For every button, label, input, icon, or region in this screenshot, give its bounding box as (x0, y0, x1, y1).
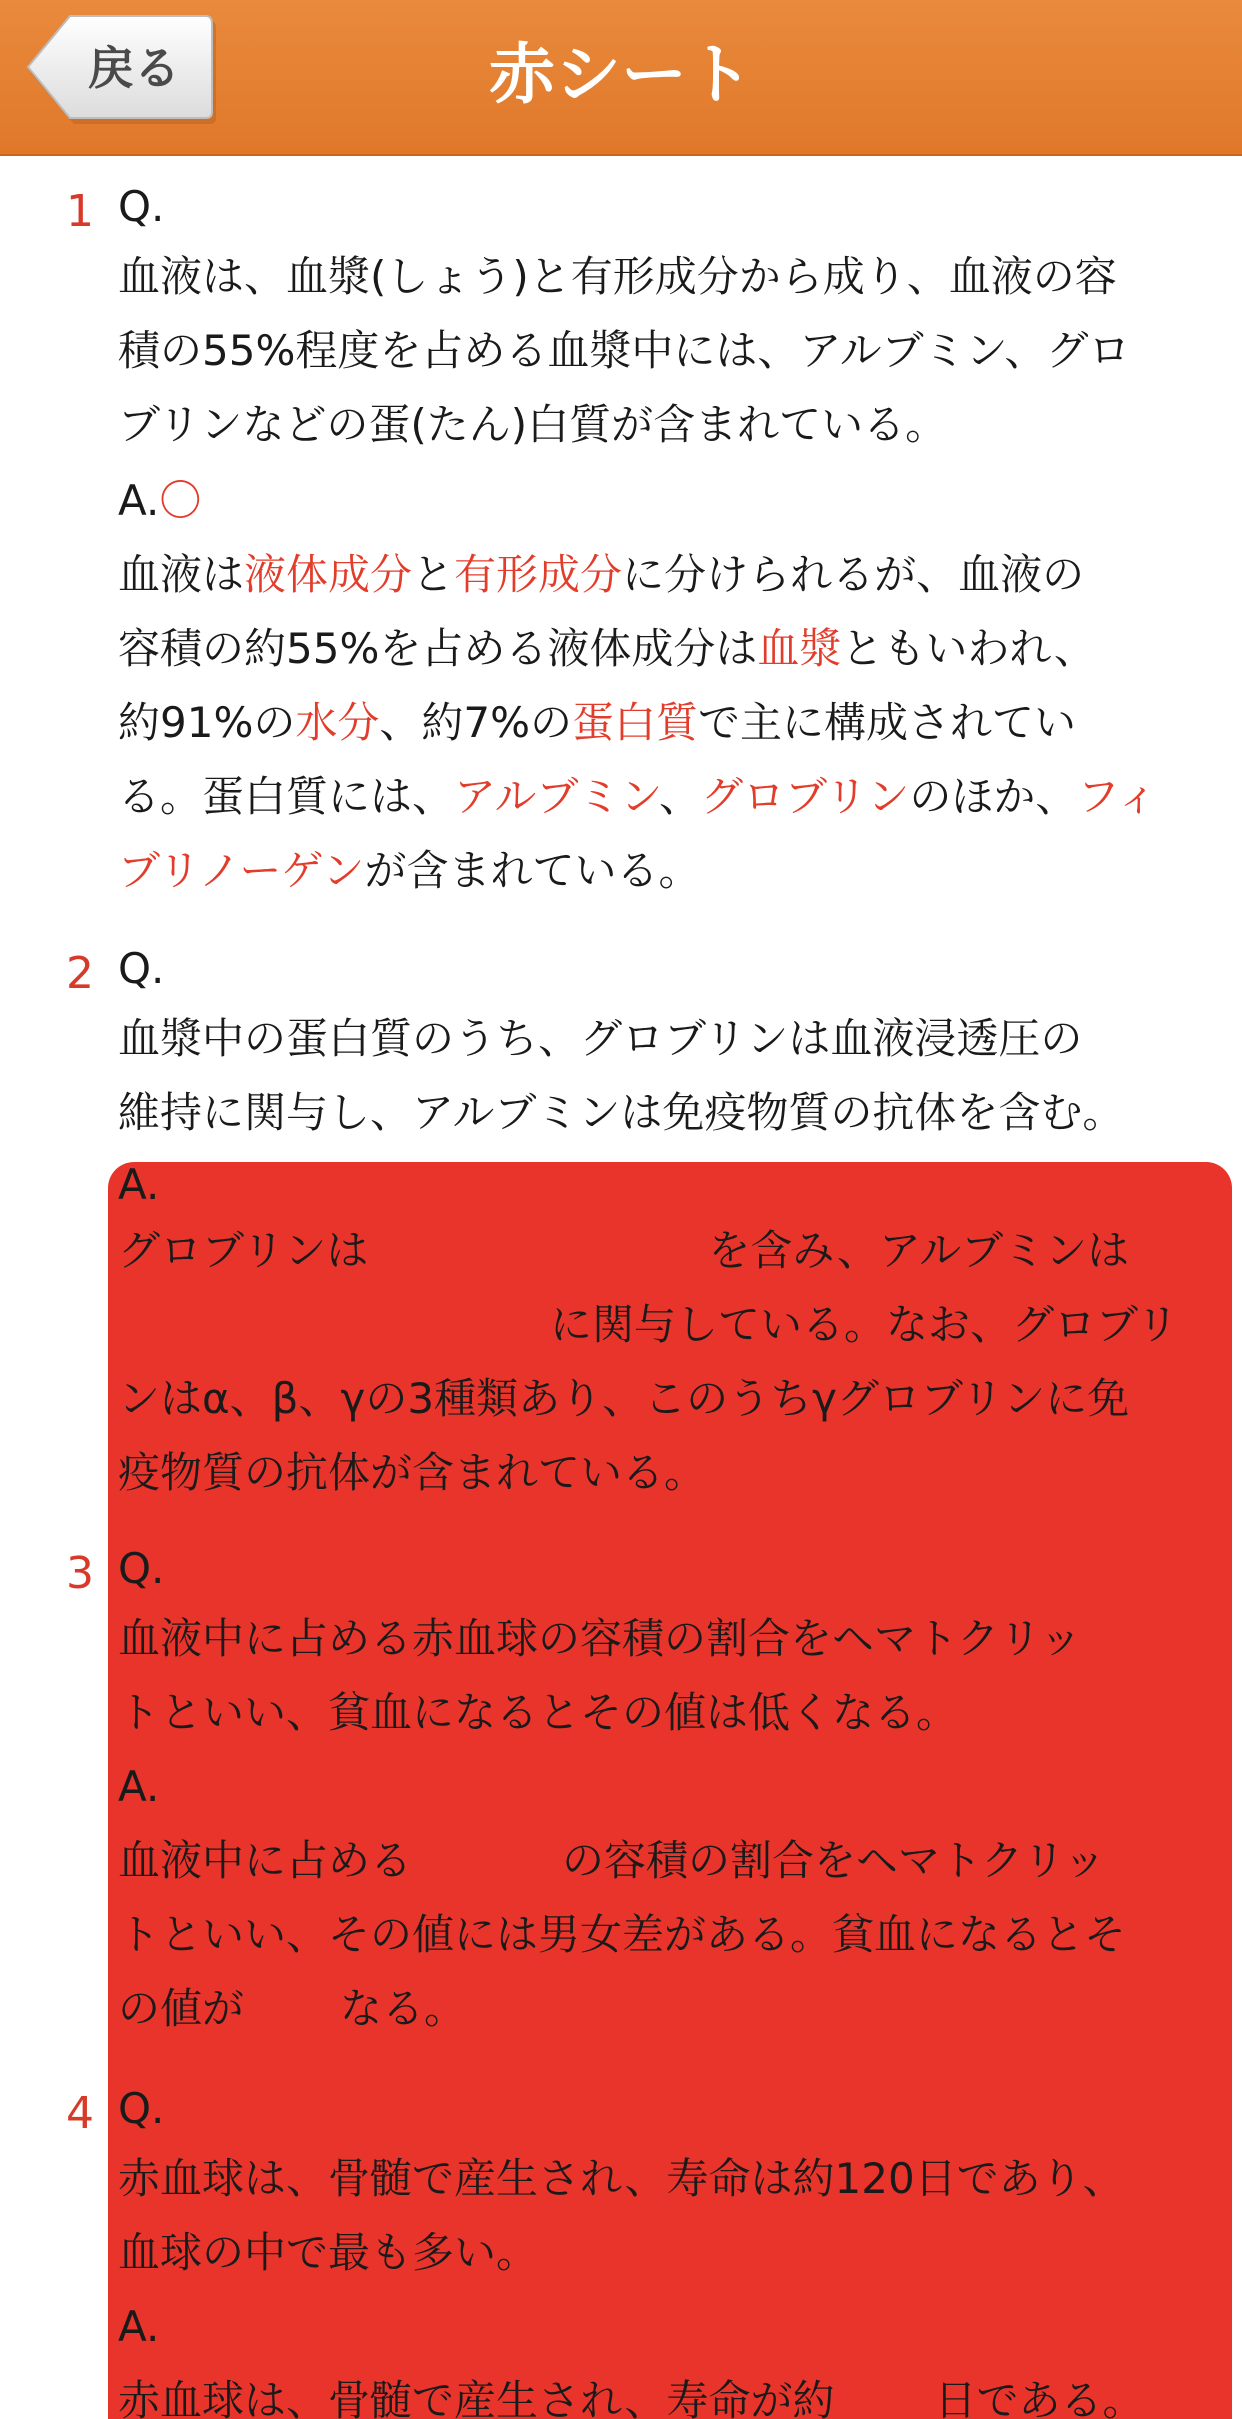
question-text-line: 維持に関与し、アルブミンは免疫物質の抗体を含む。 (118, 1088, 1125, 1137)
answer-text: が含まれている。 (364, 846, 701, 895)
answer-text: の容積の割合をヘマトクリッ (562, 1836, 1106, 1885)
question-text-line: ブリンなどの蛋(たん)白質が含まれている。 (118, 400, 948, 449)
answer-text-line (118, 550, 1228, 600)
question-text-line: 積の55%程度を占める血漿中には、アルブミン、グロ (118, 326, 1131, 375)
red-keyword: フィ (1077, 772, 1158, 821)
answer-text: 、 (658, 772, 701, 821)
question-number: 4 (66, 2088, 94, 2139)
question-number: 2 (66, 948, 94, 999)
answer-text: 日である。 (934, 2376, 1145, 2419)
red-keyword: グロブリン (701, 772, 910, 821)
red-keyword: 液体成分 (244, 550, 413, 599)
question-number: 3 (66, 1548, 94, 1599)
answer-text: 容積の約55%を占める液体成分は (118, 624, 758, 673)
question-label: Q. (118, 1544, 165, 1593)
answer-text: ともいわれ、 (841, 624, 1096, 673)
page-title: 赤シート (489, 36, 753, 113)
red-keyword: ブリノーゲン (118, 846, 365, 895)
answer-text: 赤血球は、骨髄で産生され、寿命が約 (118, 2376, 835, 2419)
answer-text: に関与している。なお、グロブリ (550, 1300, 1179, 1349)
correct-mark: 〇 (159, 476, 202, 525)
answer-text: で主に構成されてい (698, 698, 1077, 747)
answer-label: A. (118, 1160, 160, 1209)
answer-text-line: ンはα、β、γの3種類あり、このうちγグロブリンに免 (118, 1374, 1130, 1423)
navigation-bar (0, 0, 1242, 156)
answer-text: 約91%の (118, 698, 296, 747)
question-text-line: 血液中に占める赤血球の容積の割合をヘマトクリッ (118, 1614, 1082, 1663)
answer-text: なる。 (340, 1984, 467, 2033)
answer-text-line (118, 846, 1228, 896)
question-text-line: 血漿中の蛋白質のうち、グロブリンは血液浸透圧の (118, 1014, 1083, 1063)
red-keyword: アルブミン (454, 772, 659, 821)
question-list[interactable] (0, 156, 1242, 2419)
question-label: Q. (118, 2084, 165, 2133)
red-keyword: 有形成分 (454, 550, 623, 599)
question-label: Q. (118, 944, 165, 993)
answer-label: A. (118, 1762, 160, 1811)
answer-text-line (118, 1836, 1228, 1886)
answer-text: のほか、 (909, 772, 1078, 821)
answer-text-line (118, 698, 1228, 748)
back-button-label: 戻る (88, 41, 180, 95)
question-label: Q. (118, 182, 165, 231)
answer-text-line (118, 1984, 1228, 2034)
answer-text: に分けられるが、血液の (622, 550, 1085, 599)
question-text-line: 血液は、血漿(しょう)と有形成分から成り、血液の容 (118, 252, 1117, 301)
answer-text-line (118, 624, 1228, 674)
answer-text-line: トといい、その値には男女差がある。貧血になるとそ (118, 1910, 1127, 1959)
answer-label: A. (118, 2302, 160, 2351)
answer-text: グロブリンは (118, 1226, 369, 1275)
answer-text: 血液は (118, 550, 245, 599)
answer-text: の値が (118, 1984, 245, 2033)
question-text-line: トといい、貧血になるとその値は低くなる。 (118, 1688, 959, 1737)
answer-text-line: 疫物質の抗体が含まれている。 (118, 1448, 707, 1497)
red-keyword: 血漿 (757, 624, 842, 673)
answer-text-line (118, 1300, 1228, 1350)
answer-text: を含み、アルブミンは (708, 1226, 1130, 1275)
question-number: 1 (66, 186, 94, 237)
answer-text: る。蛋白質には、 (118, 772, 455, 821)
answer-text: 、約7%の (379, 698, 573, 747)
red-keyword: 水分 (295, 698, 380, 747)
answer-label (118, 476, 1228, 526)
answer-label-text: A. (118, 476, 160, 525)
answer-text: 血液中に占める (118, 1836, 413, 1885)
question-text-line: 血球の中で最も多い。 (118, 2228, 539, 2277)
question-text-line: 赤血球は、骨髄で産生され、寿命は約120日であり、 (118, 2154, 1125, 2203)
answer-text: と (412, 550, 455, 599)
red-keyword: 蛋白質 (572, 698, 699, 747)
answer-text-line (118, 772, 1228, 822)
answer-text-line (118, 2376, 1228, 2419)
answer-text-line (118, 1226, 1228, 1276)
